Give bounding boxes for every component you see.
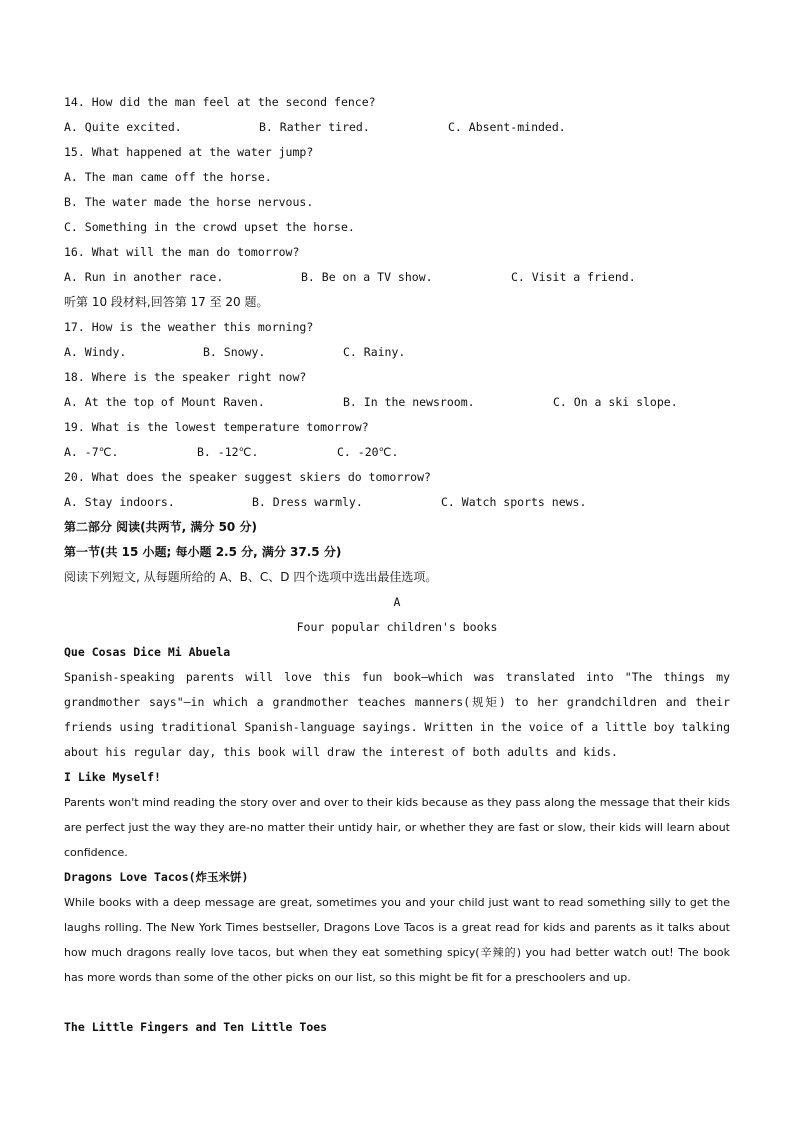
book-description: Parents won't mind reading the story over and over to their kids because as they pass along the message that their kids are perfect just the way they are-no matter their untidy hair, or whether they are fast or slow, their kids will learn about confidence. [64,796,730,859]
passage-letter: A [393,595,401,609]
reading-instruction: 阅读下列短文, 从每题所给的 A、B、C、D 四个选项中选出最佳选项。 [64,570,438,584]
question-20: 20. What does the speaker suggest skiers do tomorrow? [64,470,431,484]
question-18: 18. Where is the speaker right now? [64,370,307,384]
option-a: A. Quite excited. [64,120,182,134]
question-19: 19. What is the lowest temperature tomorrow? [64,420,369,434]
option-c: C. Something in the crowd upset the horse. [64,220,355,234]
passage-title: Four popular children's books [296,620,498,634]
option-b: B. Rather tired. [259,120,370,134]
book-heading: Dragons Love Tacos(炸玉米饼) [64,870,249,884]
part-two-heading: 第二部分 阅读(共两节, 满分 50 分) [64,520,257,534]
question-19-options [64,440,730,465]
question-14: 14. How did the man feel at the second fence? [64,95,376,109]
book-description: Spanish-speaking parents will love this fun book—which was translated into "The things my grandmother says"—in which a grandmother teaches manners(规矩) to her grandchildren and their friends using traditional Spanish-language sayings. Written in the voice of a little boy talking about his regular day, this book will draw the interest of both adults and kids. [64,670,730,759]
option-a: A. At the top of Mount Raven. [64,395,265,409]
option-a: A. Run in another race. [64,270,224,284]
question-17: 17. How is the weather this morning? [64,320,314,334]
question-17-options [64,340,730,365]
question-14-options [64,115,730,140]
option-c: C. On a ski slope. [553,395,678,409]
option-b: B. Be on a TV show. [301,270,433,284]
exam-page [64,90,730,1040]
option-c: C. Rainy. [343,345,406,359]
option-c: C. -20℃. [337,445,399,459]
question-16: 16. What will the man do tomorrow? [64,245,300,259]
option-b: B. -12℃. [197,445,259,459]
question-15: 15. What happened at the water jump? [64,145,314,159]
option-b: B. Snowy. [203,345,266,359]
option-c: C. Watch sports news. [441,495,587,509]
listening-instruction: 听第 10 段材料,回答第 17 至 20 题。 [64,295,269,309]
option-b: B. In the newsroom. [343,395,475,409]
option-c: C. Visit a friend. [511,270,636,284]
option-a: A. The man came off the horse. [64,170,272,184]
option-c: C. Absent-minded. [448,120,566,134]
option-a: A. Stay indoors. [64,495,175,509]
section-one-heading: 第一节(共 15 小题; 每小题 2.5 分, 满分 37.5 分) [64,545,342,559]
question-16-options [64,265,730,290]
option-a: A. Windy. [64,345,127,359]
option-a: A. -7℃. [64,445,119,459]
book-heading: I Like Myself! [64,770,161,784]
question-18-options [64,390,730,415]
option-b: B. The water made the horse nervous. [64,195,314,209]
book-heading: The Little Fingers and Ten Little Toes [64,1020,328,1034]
book-heading: Que Cosas Dice Mi Abuela [64,645,231,659]
book-description: While books with a deep message are great, sometimes you and your child just want to read something silly to get the laughs rolling. The New York Times bestseller, Dragons Love Tacos is a great read for kids and parents as it talks about how much dragons really love tacos, but when they eat something spicy(辛辣的) you had better watch out! The book has more words than some of the other picks on our list, so this might be fit for a preschoolers and up. [64,896,730,984]
question-20-options [64,490,730,515]
option-b: B. Dress warmly. [252,495,363,509]
